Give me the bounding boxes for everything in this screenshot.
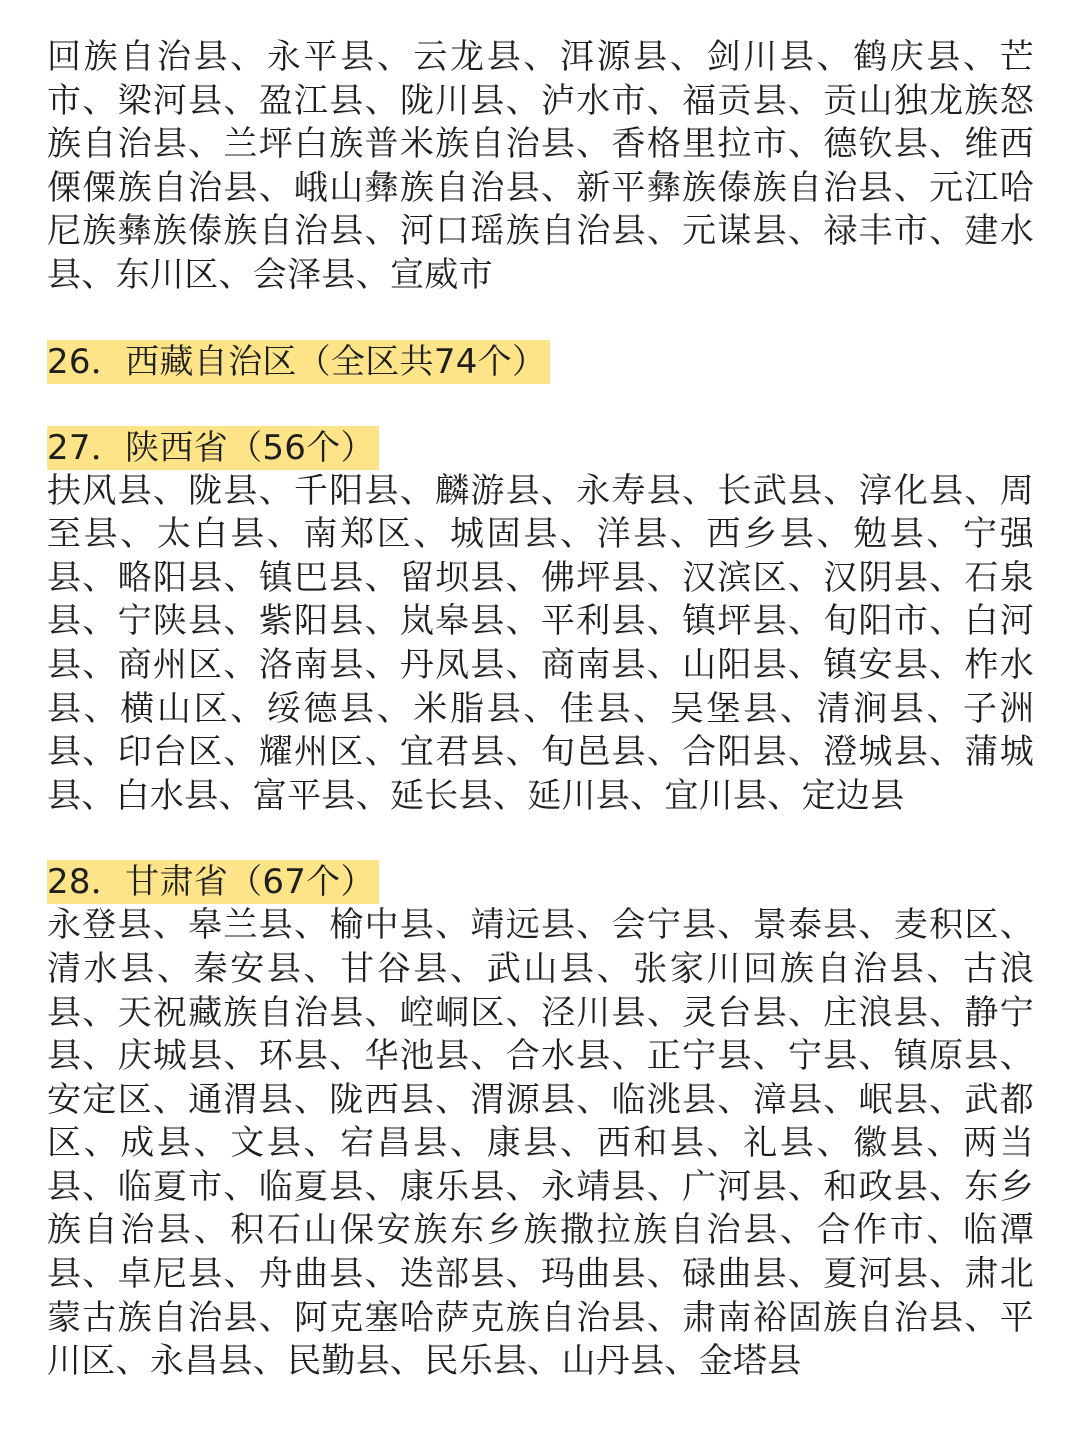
section-gansu (47, 860, 1034, 1384)
section-heading-xizang: 26．西藏自治区（全区共74个） (47, 340, 550, 384)
spacer (47, 384, 1034, 426)
section-heading-gansu: 28．甘肃省（67个） (47, 860, 379, 904)
intro-paragraph: 回族自治县、永平县、云龙县、洱源县、剑川县、鹤庆县、芒市、梁河县、盈江县、陇川县、泸水市、福贡县、贡山独龙族怒族自治县、兰坪白族普米族自治县、香格里拉市、德钦县、维西傈僳族自治县、峨山彝族自治县、新平彝族傣族自治县、元江哈尼族彝族傣族自治县、河口瑶族自治县、元谋县、禄丰市、建水县、东川区、会泽县、宣威市 (47, 37, 1034, 295)
section-heading-shaanxi: 27．陕西省（56个） (47, 426, 379, 470)
spacer (47, 818, 1034, 860)
section-text-gansu: 永登县、皋兰县、榆中县、靖远县、会宁县、景泰县、麦积区、清水县、秦安县、甘谷县、武山县、张家川回族自治县、古浪县、天祝藏族自治县、崆峒区、泾川县、灵台县、庄浪县、静宁县、庆城县、环县、华池县、合水县、正宁县、宁县、镇原县、安定区、通渭县、陇西县、渭源县、临洮县、漳县、岷县、武都区、成县、文县、宕昌县、康县、西和县、礼县、徽县、两当县、临夏市、临夏县、康乐县、永靖县、广河县、和政县、东乡族自治县、积石山保安族东乡族撒拉族自治县、合作市、临潭县、卓尼县、舟曲县、迭部县、玛曲县、碌曲县、夏河县、肃北蒙古族自治县、阿克塞哈萨克族自治县、肃南裕固族自治县、平川区、永昌县、民勤县、民乐县、山丹县、金塔县 (47, 905, 1034, 1382)
section-xizang (47, 340, 1034, 384)
spacer (47, 298, 1034, 340)
section-text-shaanxi: 扶风县、陇县、千阳县、麟游县、永寿县、长武县、淳化县、周至县、太白县、南郑区、城固县、洋县、西乡县、勉县、宁强县、略阳县、镇巴县、留坝县、佛坪县、汉滨区、汉阴县、石泉县、宁陕县、紫阳县、岚皋县、平利县、镇坪县、旬阳市、白河县、商州区、洛南县、丹凤县、商南县、山阳县、镇安县、柞水县、横山区、绥德县、米脂县、佳县、吴堡县、清涧县、子洲县、印台区、耀州区、宜君县、旬邑县、合阳县、澄城县、蒲城县、白水县、富平县、延长县、延川县、宜川县、定边县 (47, 470, 1034, 816)
section-shaanxi (47, 426, 1034, 819)
